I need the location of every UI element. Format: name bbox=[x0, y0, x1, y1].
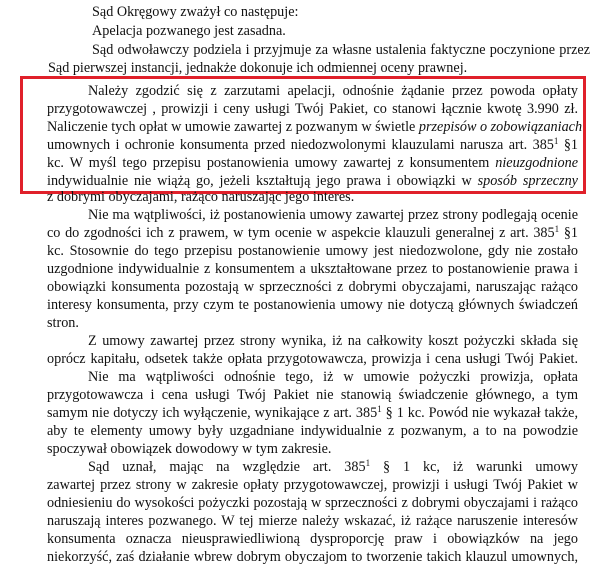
text-line: Nie ma wątpliwości odnośnie tego, iż w umowie pożyczki prowizja, opłata bbox=[88, 369, 578, 385]
text-line: Apelacja pozwanego jest zasadna. bbox=[92, 23, 286, 39]
highlighted-line: przygotowawczej , prowizji i ceny usługi Twój Pakiet, co stanowi łącznie kwotę 3.990 zł. bbox=[47, 101, 578, 117]
text-line: konsumenta oznacza nieusprawiedliwioną dysproporcję praw i obowiązków na jego bbox=[47, 531, 578, 547]
text-line: stron. bbox=[47, 315, 79, 331]
text-line: co do zgodności ich z prawem, w tym ocenie w aspekcie klauzuli generalnej z art. $385^1$ §1 bbox=[47, 224, 579, 241]
text-line: niekorzyść, zaś działanie wbrew dobrym obyczajom to tworzenie takich klauzul umownych, bbox=[47, 549, 578, 565]
highlighted-line: umownych i ochronie konsumenta przed niedozwolonymi klauzulami narusza art. $385^1$ §1 bbox=[47, 136, 579, 153]
highlighted-line: Należy zgodzić się z zarzutami apelacji, odnośnie żądanie przez powoda opłaty bbox=[88, 83, 578, 99]
highlighted-line: Naliczenie tych opłat w umowie zawartej z pozwanym w świetle przepisów o zobowiązaniach bbox=[47, 119, 583, 135]
highlighted-line: indywidualnie nie wiążą go, jeżeli kształtują jego prawa i obowiązki w sposób sprzeczny bbox=[47, 173, 578, 189]
text-line: oprócz kapitału, odsetek także opłata przygotowawcza, prowizja i cena usługi Twój Pakiet. bbox=[47, 351, 578, 367]
text-line: aby te elementy umowy były uzgadniane indywidualnie z pozwanym, a to na powodzie bbox=[47, 423, 578, 439]
text-line: Nie ma wątpliwości, iż postanowienia umowy zawartej przez strony podlegają ocenie bbox=[88, 207, 578, 223]
text-line: uzgodnione indywidualnie z konsumentem a ukształtowane przez to postanowienie prawa i bbox=[47, 261, 578, 277]
text-line: odniesieniu do wysokości pożyczki pozostają w sprzeczności z dobrymi obyczajami i rażąco bbox=[47, 495, 578, 511]
highlighted-line: z dobrymi obyczajami, rażąco naruszając jego interes. bbox=[47, 189, 355, 205]
text-line: naruszają interes pozwanego. W tej mierze należy wskazać, iż rażące naruszenie interesów bbox=[47, 513, 578, 529]
text-line: samym nie dotyczy ich wyłączenie, wynikające z art. $385^1$ § 1 kc. Powód nie wykazał także, bbox=[47, 404, 578, 421]
highlighted-line: kc. W myśl tego przepisu postanowienia umowy zawartej z konsumentem nieuzgodnione bbox=[47, 155, 578, 171]
text-line: kc. Stosownie do tego przepisu postanowienie umowy jest niedozwolone, gdy nie zostało bbox=[47, 243, 578, 259]
text-line: obowiązki konsumenta pozostają w sprzeczności z dobrymi obyczajami, naruszając rażąco bbox=[47, 279, 578, 295]
text-line: Sąd pierwszej instancji, jednakże dokonuje ich odmiennej oceny prawnej. bbox=[48, 60, 468, 76]
text-line: zawartej przez strony w zakresie opłaty przygotowawczej, prowizji i usługi Twój Pakiet w bbox=[47, 477, 578, 493]
text-line: Sąd uznał, mając na względzie art. $385^1$ § 1 kc, iż warunki umowy bbox=[88, 458, 578, 475]
heading-line: Sąd Okręgowy zważył co następuje: bbox=[92, 4, 299, 20]
text-line: przygotowawcza i cena usługi Twój Pakiet nie stanowią świadczenie głównego, a tym bbox=[47, 387, 578, 403]
text-line: Z umowy zawartej przez strony wynika, iż na całkowity koszt pożyczki składa się bbox=[88, 333, 578, 349]
text-line: Sąd odwoławczy podziela i przyjmuje za własne ustalenia faktyczne poczynione przez bbox=[92, 42, 590, 58]
text-line: interesy konsumenta, przy czym te postanowienia umowy nie dotyczą głównych świadczeń bbox=[47, 297, 578, 313]
text-line: spoczywał obowiązek dowodowy w tym zakresie. bbox=[47, 441, 332, 457]
